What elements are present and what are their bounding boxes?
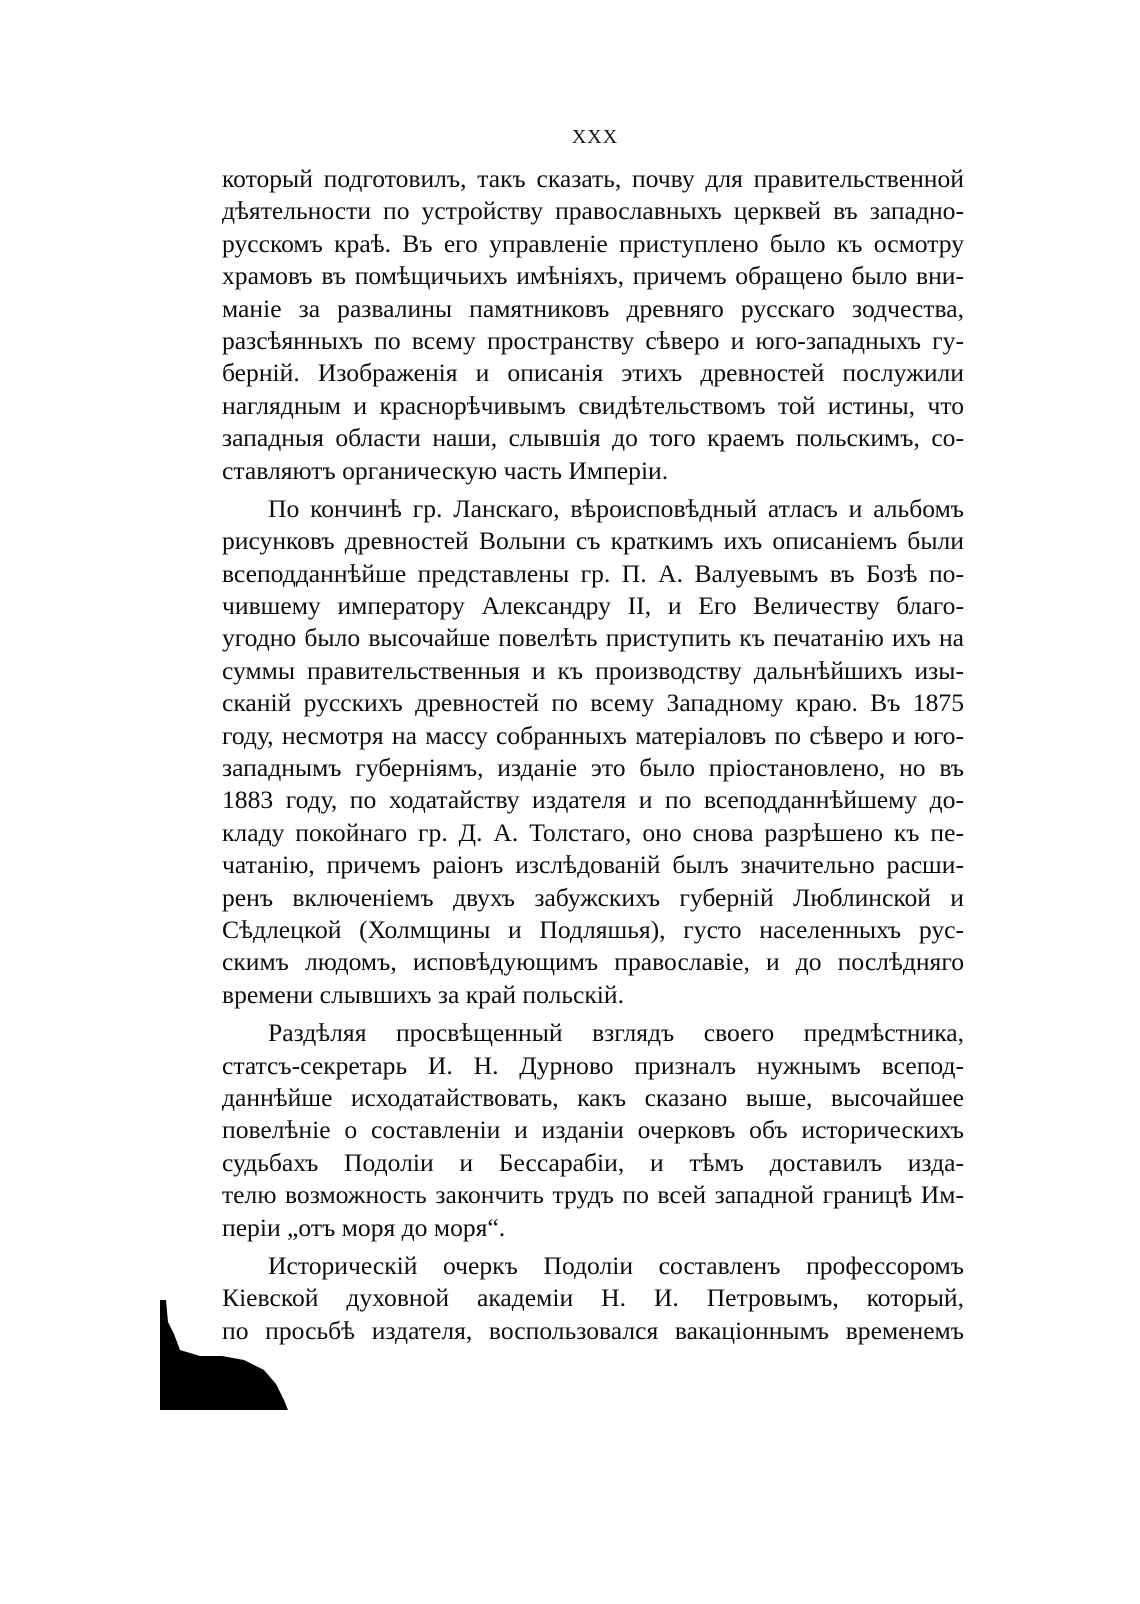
text-line: угодно было высочайше повелѣть приступить къ печатанію ихъ на (222, 623, 964, 653)
text-line: чившему императору Александру II, и Его Величеству благо- (222, 591, 964, 621)
text-line: повелѣніе о составленіи и изданіи очерковъ объ историческихъ (222, 1115, 964, 1145)
text-line: кладу покойнаго гр. Д. А. Толстаго, оно снова разрѣшено къ пе- (222, 817, 964, 847)
text-line: сканій русскихъ древностей по всему Западному краю. Въ 1875 (222, 688, 964, 718)
text-line: статсъ-секретарь И. Н. Дурново призналъ нужнымъ всепод- (222, 1050, 964, 1080)
text-line: наглядным и краснорѣчивымъ свидѣтельствомъ той истины, что (222, 390, 964, 420)
scan-damage-mark (160, 1300, 290, 1410)
text-line: разсѣянныхъ по всему пространству сѣверо и юго-западныхъ гу- (222, 325, 964, 355)
paragraph-4 (222, 1250, 964, 1347)
text-line: берній. Изображенія и описанія этихъ древностей послужили (222, 358, 964, 388)
text-line: по просьбѣ издателя, воспользовался вакаціоннымъ временемъ (222, 1315, 964, 1345)
text-line: телю возможность закончить трудъ по всей западной границѣ Им- (222, 1180, 964, 1210)
text-line: судьбахъ Подоліи и Бессарабіи, и тѣмъ доставилъ изда- (222, 1147, 964, 1177)
text-line: дѣятельности по устройству православныхъ церквей въ западно- (222, 196, 964, 226)
text-line: рисунковъ древностей Волыни съ краткимъ ихъ описаніемъ были (222, 526, 964, 556)
page-number: XXX (571, 126, 619, 148)
text-line: Сѣдлецкой (Холмщины и Подляшья), густо населенныхъ рус- (222, 914, 964, 944)
paragraph-1 (222, 163, 964, 487)
text-line: чатанію, причемъ раіонъ изслѣдованій былъ значительно расши- (222, 850, 964, 880)
text-line: всеподданнѣйше представлены гр. П. А. Валуевымъ въ Бозѣ по- (222, 558, 964, 588)
paragraph-2 (222, 493, 964, 1011)
text-line: По кончинѣ гр. Ланскаго, вѣроисповѣдный атласъ и альбомъ (268, 493, 964, 523)
text-line: суммы правительственныя и къ производству дальнѣйшихъ изы- (222, 655, 964, 685)
text-line: русскомъ краѣ. Въ его управленіе приступлено было къ осмотру (222, 228, 964, 258)
text-line: Историческій очеркъ Подоліи составленъ профессоромъ (268, 1250, 964, 1280)
text-line: ренъ включеніемъ двухъ забужскихъ губерній Люблинской и (222, 882, 964, 912)
text-line: западнымъ губерніямъ, изданіе это было пріостановлено, но въ (222, 753, 964, 783)
text-line: Кіевской духовной академіи Н. И. Петровымъ, который, (222, 1283, 964, 1313)
text-line: западныя области наши, слывшія до того краемъ польскимъ, со- (222, 423, 964, 453)
text-line: скимъ людомъ, исповѣдующимъ православіе, и до послѣдняго (222, 947, 964, 977)
text-line: маніе за развалины памятниковъ древняго русскаго зодчества, (222, 293, 964, 323)
text-line: который подготовилъ, такъ сказать, почву для правительственной (222, 164, 964, 193)
text-line: году, несмотря на массу собранныхъ матеріаловъ по сѣверо и юго- (222, 720, 964, 750)
text-line: времени слывшихъ за край польскій. (222, 979, 625, 1009)
text-line: періи „отъ моря до моря“. (222, 1212, 506, 1242)
text-line: 1883 году, по ходатайству издателя и по всеподданнѣйшему до- (222, 785, 964, 815)
text-line: ставляютъ органическую часть Имперіи. (222, 455, 669, 485)
paragraph-3 (222, 1017, 964, 1244)
text-line: храмовъ въ помѣщичьихъ имѣніяхъ, причемъ обращено было вни- (222, 261, 964, 291)
text-line: даннѣйше исходатайствовать, какъ сказано выше, высочайшее (222, 1082, 964, 1112)
text-line: Раздѣляя просвѣщенный взглядъ своего предмѣстника, (268, 1018, 964, 1048)
body-text (222, 163, 964, 1347)
